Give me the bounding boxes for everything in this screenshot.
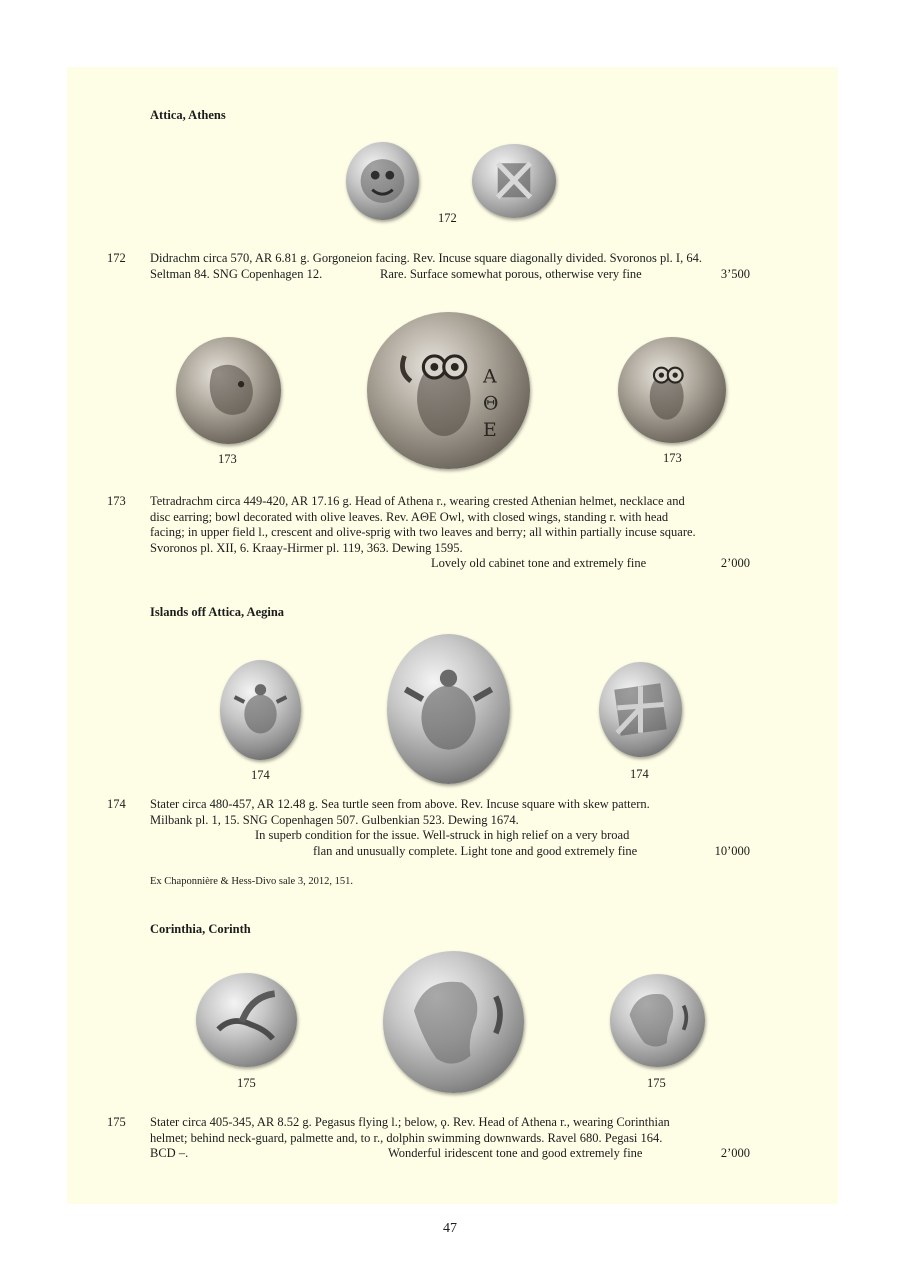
estimate: 2’000 bbox=[720, 556, 750, 570]
description-line: facing; in upper field l., crescent and olive-sprig with two leaves and berry; all within partially incuse square. bbox=[150, 525, 696, 539]
owl-icon bbox=[618, 337, 726, 443]
owl-icon bbox=[367, 312, 530, 469]
sea-turtle-coin-image bbox=[220, 660, 301, 760]
description-line: Didrachm circa 570, AR 6.81 g. Gorgoneion facing. Rev. Incuse square diagonally divided. Svoronos pl. I, 64. bbox=[150, 251, 702, 265]
description-line: Milbank pl. 1, 15. SNG Copenhagen 507. Gulbenkian 523. Dewing 1674. bbox=[150, 812, 519, 827]
image-label: 174 bbox=[630, 767, 649, 781]
section-heading-corinth: Corinthia, Corinth bbox=[150, 922, 251, 936]
condition-text: Wonderful iridescent tone and good extremely fine bbox=[388, 1146, 643, 1160]
reference-text: Seltman 84. SNG Copenhagen 12. bbox=[150, 266, 323, 281]
image-label: 175 bbox=[237, 1076, 256, 1090]
estimate: 10’000 bbox=[714, 843, 750, 858]
lot-description bbox=[150, 1115, 750, 1162]
owl-coin-image bbox=[367, 312, 530, 469]
image-label: 173 bbox=[663, 451, 682, 465]
incuse-square-icon bbox=[472, 144, 556, 218]
reference-text: BCD –. bbox=[150, 1146, 189, 1160]
pegasus-coin-image bbox=[196, 973, 297, 1067]
gorgoneion-icon bbox=[346, 142, 419, 220]
estimate: 3’500 bbox=[720, 266, 750, 281]
condition-text: In superb condition for the issue. Well-struck in high relief on a very broad bbox=[255, 828, 630, 842]
provenance-note: Ex Chaponnière & Hess-Divo sale 3, 2012, 151. bbox=[150, 876, 353, 887]
description-line bbox=[150, 828, 750, 844]
lot-description bbox=[150, 494, 750, 572]
description-line bbox=[150, 1146, 750, 1162]
pegasus-icon bbox=[196, 973, 297, 1067]
image-label: 175 bbox=[647, 1076, 666, 1090]
page-number: 47 bbox=[443, 1221, 457, 1236]
lot-description bbox=[150, 797, 750, 859]
description-line: Tetradrachm circa 449-420, AR 17.16 g. Head of Athena r., wearing crested Athenian helmet, necklace and bbox=[150, 494, 685, 508]
description-line bbox=[150, 267, 750, 283]
condition-text: flan and unusually complete. Light tone and good extremely fine bbox=[313, 843, 638, 858]
description-line bbox=[150, 844, 750, 860]
athena-helmet-icon bbox=[610, 974, 705, 1067]
section-heading-attica: Attica, Athens bbox=[150, 108, 226, 122]
description-line: disc earring; bowl decorated with olive leaves. Rev. AΘE Owl, with closed wings, standing r. with head bbox=[150, 509, 669, 524]
owl-coin-image-small bbox=[618, 337, 726, 443]
svg-text:Θ: Θ bbox=[483, 393, 499, 415]
skew-incuse-coin-image bbox=[599, 662, 682, 757]
sea-turtle-icon bbox=[387, 634, 510, 784]
image-label: 173 bbox=[218, 452, 237, 466]
athena-corinthian-helmet-coin-image-small bbox=[610, 974, 705, 1067]
lot-number: 172 bbox=[107, 251, 126, 265]
lot-number: 175 bbox=[107, 1115, 126, 1129]
description-line: helmet; behind neck-guard, palmette and, to r., dolphin swimming downwards. Ravel 680. Pegasi 164. bbox=[150, 1130, 663, 1145]
gorgoneion-coin-image bbox=[346, 142, 419, 220]
condition-text: Lovely old cabinet tone and extremely fine bbox=[431, 556, 647, 570]
lot-number: 174 bbox=[107, 797, 126, 811]
description-line: Stater circa 405-345, AR 8.52 g. Pegasus flying l.; below, ϙ. Rev. Head of Athena r., wearing Corinthian bbox=[150, 1115, 670, 1129]
incuse-square-coin-image bbox=[472, 144, 556, 218]
skew-pattern-icon bbox=[599, 662, 682, 757]
description-line: Svoronos pl. XII, 6. Kraay-Hirmer pl. 119, 363. Dewing 1595. bbox=[150, 540, 463, 555]
lot-description bbox=[150, 251, 750, 282]
athena-head-coin-image bbox=[176, 337, 281, 444]
condition-text: Rare. Surface somewhat porous, otherwise very fine bbox=[380, 266, 642, 281]
lot-number: 173 bbox=[107, 494, 126, 508]
athena-helmet-icon bbox=[383, 951, 524, 1093]
image-label: 174 bbox=[251, 768, 270, 782]
sea-turtle-coin-image-large bbox=[387, 634, 510, 784]
section-heading-aegina: Islands off Attica, Aegina bbox=[150, 605, 285, 619]
description-line: Stater circa 480-457, AR 12.48 g. Sea turtle seen from above. Rev. Incuse square with skew pattern. bbox=[150, 797, 650, 811]
svg-text:Α: Α bbox=[483, 366, 497, 388]
estimate: 2’000 bbox=[720, 1146, 750, 1160]
svg-text:Ε: Ε bbox=[483, 420, 497, 442]
sea-turtle-icon bbox=[220, 660, 301, 760]
athena-head-icon bbox=[176, 337, 281, 444]
description-line bbox=[150, 556, 750, 572]
athena-corinthian-helmet-coin-image bbox=[383, 951, 524, 1093]
image-label: 172 bbox=[438, 211, 457, 225]
